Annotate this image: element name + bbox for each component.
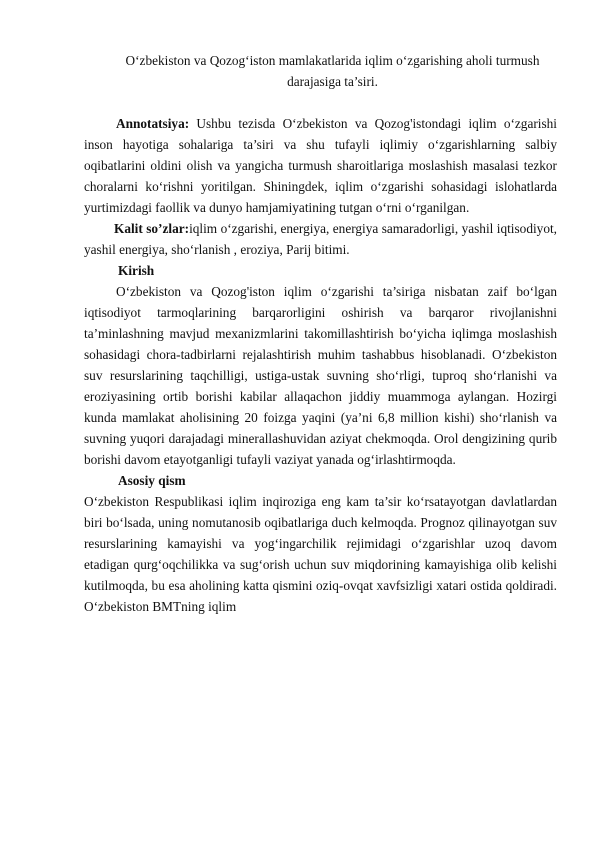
- keywords-text: iqlim o‘zgarishi, energiya, energiya samaradorligi, yashil iqtisodiyot, yashil energiya, sho‘rlanish , eroziya, Parij bitimi.: [84, 221, 557, 257]
- intro-paragraph: O‘zbekiston va Qozog'iston iqlim o‘zgarishi ta’siriga nisbatan zaif bo‘lgan iqtisodiyot tarmoqlarining barqarorligini oshirish va barqaror rivojlanishni ta’minlashning mavjud mexanizmlarini takomillashtirish bo‘yicha iqlimga moslashish sohasidagi chora-tadbirlarni rejalashtirish muhim tashabbus hisoblanadi. O‘zbekiston suv resurslarining taqchilligi, ustiga-ustak suvning sho‘rligi, tuproq sho‘rlanishi va eroziyasining ortib borishi kabilar allaqachon jiddiy muammoga aylangan. Hozirgi kunda mamlakat aholisining 20 foizga yaqini (ya’ni 6,8 million kishi) sho‘rlanish va suvning yuqori darajadagi minerallashuvidan aziyat chekmoqda. Orol dengizining qurib borishi davom etayotganligi tufayli vaziyat yanada og‘irlashtirmoqda.: [84, 284, 557, 467]
- document-page: [84, 50, 557, 617]
- main-paragraph: O‘zbekiston Respublikasi iqlim inqiroziga eng kam ta’sir ko‘rsatayotgan davlatlardan biri bo‘lsada, uning nomutanosib oqibatlariga duch kelmoqda. Prognoz qilinayotgan suv resurslarining kamayishi va yog‘ingarchilik rejimidagi o‘zgarishlar uzoq davom etadigan qurg‘oqchilikka va sug‘orish uchun suv miqdorining kamayishiga olib kelishi kutilmoqda, bu esa aholining katta qismini oziq-ovqat xavfsizligi xatari ostida qoldiradi. O‘zbekiston BMTning iqlim: [84, 494, 557, 614]
- main-heading: Asosiy qism: [118, 473, 186, 488]
- abstract-text: Ushbu tezisda O‘zbekiston va Qozog'istondagi iqlim o‘zgarishi inson hayotiga sohalariga ta’siri va shu tufayli iqlimiy o‘zgarishlarning salbiy oqibatlarini oldini olish va yangicha turmush sharoitlariga moslashish masalasi tezkor choralarni ko‘rishni yoritilgan. Shiningdek, iqlim o‘zgarishi sohasidagi islohatlarda yurtimizdagi faollik va dunyo hamjamiyatining tutgan o‘rni o‘rganilgan.: [84, 116, 557, 215]
- intro-heading: Kirish: [118, 263, 155, 278]
- keywords-label: Kalit so’zlar:: [114, 221, 190, 236]
- abstract-label: Annotatsiya:: [116, 116, 190, 131]
- keywords-paragraph: [84, 218, 557, 260]
- abstract-paragraph: [84, 113, 557, 218]
- document-title: O‘zbekiston va Qozog‘iston mamlakatlarida iqlim o‘zgarishing aholi turmush darajasiga ta’siri.: [125, 53, 540, 89]
